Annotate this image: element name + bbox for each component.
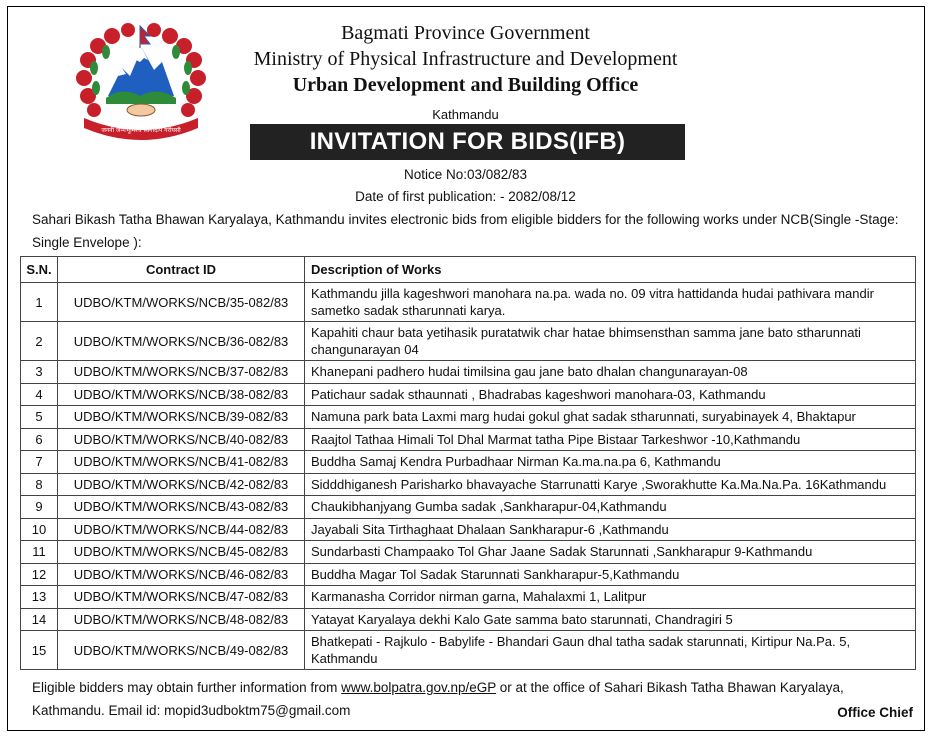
table-row xyxy=(21,322,916,361)
row-sn: 1 xyxy=(21,283,58,322)
row-description: Sundarbasti Champaako Tol Ghar Jaane Sadak Starunnati ,Sankharapur 9-Kathmandu xyxy=(305,541,916,564)
row-description: Karmanasha Corridor nirman garna, Mahalaxmi 1, Lalitpur xyxy=(305,586,916,609)
footer-text-after: or at the office of Sahari Bikash Tatha Bhawan Karyalaya, Kathmandu. Email id: mopid3udboktm75@gmail.com xyxy=(32,680,844,718)
ifb-banner: INVITATION FOR BIDS(IFB) xyxy=(250,124,685,160)
row-description: Buddha Magar Tol Sadak Starunnati Sankharapur-5,Kathmandu xyxy=(305,563,916,586)
header-sn: S.N. xyxy=(21,257,58,283)
row-contract-id: UDBO/KTM/WORKS/NCB/41-082/83 xyxy=(58,451,305,474)
intro-text: Sahari Bikash Tatha Bhawan Karyalaya, Kathmandu invites electronic bids from eligible bidders for the following works under NCB(Single -Stage: Single Envelope ): xyxy=(32,212,899,250)
notice-number: Notice No:03/082/83 xyxy=(403,167,528,182)
row-description: Namuna park bata Laxmi marg hudai gokul ghat sadak stharunnati, suryabinayek 4, Bhaktapur xyxy=(305,406,916,429)
table-row xyxy=(21,428,916,451)
row-sn: 5 xyxy=(21,406,58,429)
row-sn: 15 xyxy=(21,631,58,670)
row-contract-id: UDBO/KTM/WORKS/NCB/35-082/83 xyxy=(58,283,305,322)
table-row xyxy=(21,518,916,541)
works-table xyxy=(20,256,916,670)
row-contract-id: UDBO/KTM/WORKS/NCB/42-082/83 xyxy=(58,473,305,496)
row-sn: 6 xyxy=(21,428,58,451)
row-description: Kapahiti chaur bata yetihasik puratatwik char hatae bhimsensthan samma jane bato stharunnati changunarayan 04 xyxy=(305,322,916,361)
row-contract-id: UDBO/KTM/WORKS/NCB/48-082/83 xyxy=(58,608,305,631)
row-sn: 3 xyxy=(21,361,58,384)
table-row xyxy=(21,541,916,564)
table-row xyxy=(21,283,916,322)
row-description: Jayabali Sita Tirthaghaat Dhalaan Sankharapur-6 ,Kathmandu xyxy=(305,518,916,541)
office-city: Kathmandu xyxy=(432,107,499,122)
row-contract-id: UDBO/KTM/WORKS/NCB/47-082/83 xyxy=(58,586,305,609)
office-name: Urban Development and Building Office xyxy=(292,74,639,96)
footer-text-before: Eligible bidders may obtain further information from xyxy=(32,680,342,695)
province-government: Bagmati Province Government xyxy=(341,22,590,44)
row-sn: 4 xyxy=(21,383,58,406)
row-description: Raajtol Tathaa Himali Tol Dhal Marmat tatha Pipe Bistaar Tarkeshwor -10,Kathmandu xyxy=(305,428,916,451)
table-row xyxy=(21,586,916,609)
emblem-motto: जननी जन्मभूमिश्च स्वर्गादपि गरीयसी xyxy=(101,127,181,134)
row-sn: 2 xyxy=(21,322,58,361)
row-description: Kathmandu jilla kageshwori manohara na.pa. wada no. 09 vitra hattidanda hudai pathivara mandir sametko sadak stharunnati karya. xyxy=(305,283,916,322)
row-description: Khanepani padhero hudai timilsina gau jane bato dhalan changunarayan-08 xyxy=(305,361,916,384)
row-contract-id: UDBO/KTM/WORKS/NCB/44-082/83 xyxy=(58,518,305,541)
publication-date: Date of first publication: - 2082/08/12 xyxy=(355,189,576,204)
bolpatra-link[interactable]: www.bolpatra.gov.np/eGP xyxy=(341,680,496,695)
footer-text xyxy=(32,676,902,722)
header-description: Description of Works xyxy=(305,257,916,283)
row-sn: 10 xyxy=(21,518,58,541)
row-sn: 7 xyxy=(21,451,58,474)
row-contract-id: UDBO/KTM/WORKS/NCB/43-082/83 xyxy=(58,496,305,519)
table-row xyxy=(21,496,916,519)
table-header-row xyxy=(21,257,916,283)
row-sn: 9 xyxy=(21,496,58,519)
row-description: Patichaur sadak sthaunnati , Bhadrabas kageshwori manohara-03, Kathmandu xyxy=(305,383,916,406)
row-contract-id: UDBO/KTM/WORKS/NCB/37-082/83 xyxy=(58,361,305,384)
table-row xyxy=(21,563,916,586)
row-sn: 14 xyxy=(21,608,58,631)
row-contract-id: UDBO/KTM/WORKS/NCB/39-082/83 xyxy=(58,406,305,429)
table-row xyxy=(21,361,916,384)
table-row xyxy=(21,451,916,474)
row-description: Yatayat Karyalaya dekhi Kalo Gate samma bato starunnati, Chandragiri 5 xyxy=(305,608,916,631)
row-sn: 8 xyxy=(21,473,58,496)
row-contract-id: UDBO/KTM/WORKS/NCB/45-082/83 xyxy=(58,541,305,564)
row-description: Sidddhiganesh Parisharko bhavayache Starrunatti Karye ,Sworakhutte Ka.Ma.Na.Pa. 16Kathmandu xyxy=(305,473,916,496)
row-sn: 12 xyxy=(21,563,58,586)
row-sn: 11 xyxy=(21,541,58,564)
row-contract-id: UDBO/KTM/WORKS/NCB/40-082/83 xyxy=(58,428,305,451)
header-contract-id: Contract ID xyxy=(58,257,305,283)
table-row xyxy=(21,473,916,496)
table-row xyxy=(21,406,916,429)
ministry-name: Ministry of Physical Infrastructure and Development xyxy=(253,48,678,70)
row-contract-id: UDBO/KTM/WORKS/NCB/36-082/83 xyxy=(58,322,305,361)
table-row xyxy=(21,608,916,631)
row-contract-id: UDBO/KTM/WORKS/NCB/46-082/83 xyxy=(58,563,305,586)
table-row xyxy=(21,631,916,670)
row-description: Buddha Samaj Kendra Purbadhaar Nirman Ka.ma.na.pa 6, Kathmandu xyxy=(305,451,916,474)
row-description: Bhatkepati - Rajkulo - Babylife - Bhandari Gaun dhal tatha sadak starunnati, Kirtipur Na.Pa. 5, Kathmandu xyxy=(305,631,916,670)
signatory: Office Chief xyxy=(837,705,913,720)
row-description: Chaukibhanjyang Gumba sadak ,Sankharapur-04,Kathmandu xyxy=(305,496,916,519)
table-row xyxy=(21,383,916,406)
row-contract-id: UDBO/KTM/WORKS/NCB/49-082/83 xyxy=(58,631,305,670)
row-sn: 13 xyxy=(21,586,58,609)
row-contract-id: UDBO/KTM/WORKS/NCB/38-082/83 xyxy=(58,383,305,406)
